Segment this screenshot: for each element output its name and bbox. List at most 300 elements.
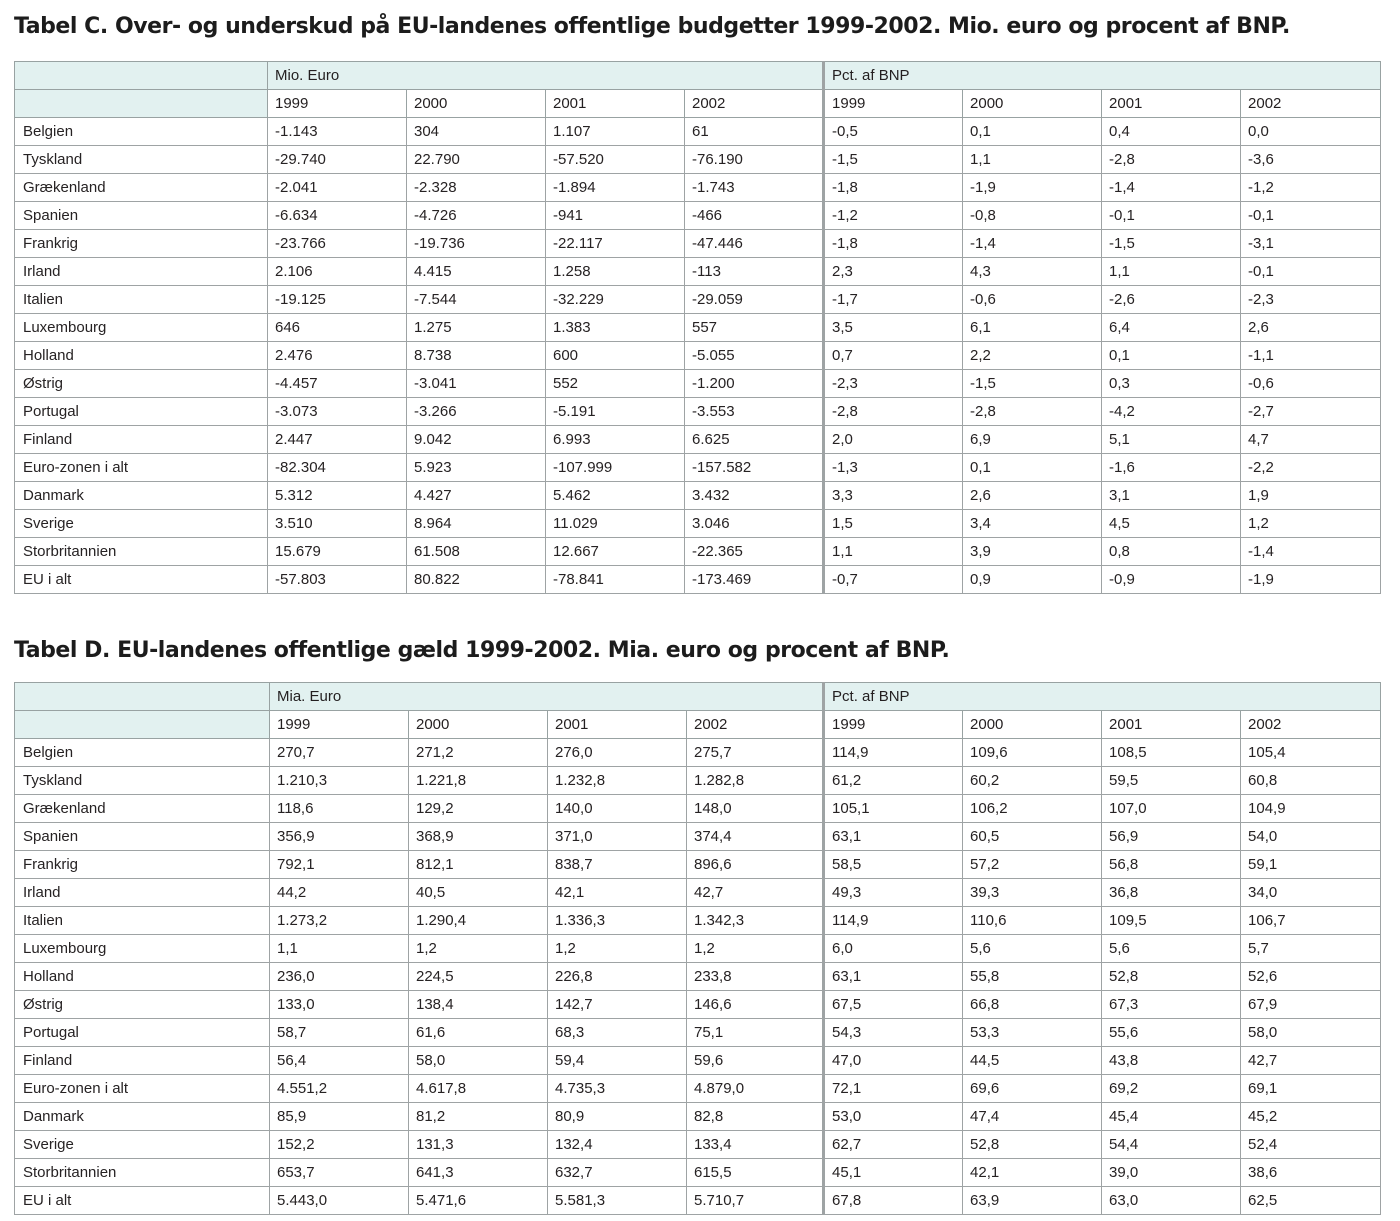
value-cell: 118,6 (270, 795, 409, 823)
country-cell: Frankrig (15, 851, 270, 879)
country-cell: Holland (15, 342, 268, 370)
pct-cell: 59,5 (1102, 767, 1241, 795)
pct-cell: 39,0 (1102, 1159, 1241, 1187)
country-cell: Italien (15, 286, 268, 314)
pct-cell: 59,1 (1241, 851, 1381, 879)
pct-cell: 45,2 (1241, 1103, 1381, 1131)
pct-cell: 104,9 (1241, 795, 1381, 823)
value-cell: 1.273,2 (270, 907, 409, 935)
value-cell: 792,1 (270, 851, 409, 879)
pct-cell: 5,6 (963, 935, 1102, 963)
table-row (15, 314, 1381, 342)
value-cell: -173.469 (685, 566, 824, 594)
value-cell: 226,8 (548, 963, 687, 991)
value-cell: -57.803 (268, 566, 407, 594)
value-cell: -1.143 (268, 118, 407, 146)
header-corner (15, 90, 268, 118)
pct-cell: 6,4 (1102, 314, 1241, 342)
value-cell: 59,4 (548, 1047, 687, 1075)
value-cell: -1.743 (685, 174, 824, 202)
pct-cell: -0,1 (1241, 202, 1381, 230)
value-cell: -2.041 (268, 174, 407, 202)
country-cell: Luxembourg (15, 314, 268, 342)
pct-cell: 44,5 (963, 1047, 1102, 1075)
value-cell: 4.735,3 (548, 1075, 687, 1103)
country-cell: Euro-zonen i alt (15, 1075, 270, 1103)
country-cell: EU i alt (15, 1187, 270, 1215)
value-cell: 1.258 (546, 258, 685, 286)
value-cell: -4.726 (407, 202, 546, 230)
pct-cell: 56,9 (1102, 823, 1241, 851)
pct-cell: 61,2 (824, 767, 963, 795)
value-cell: 132,4 (548, 1131, 687, 1159)
country-cell: Storbritannien (15, 1159, 270, 1187)
pct-cell: 6,9 (963, 426, 1102, 454)
table-row (15, 202, 1381, 230)
year-header: 1999 (824, 711, 963, 739)
table-row (15, 398, 1381, 426)
value-cell: 1.290,4 (409, 907, 548, 935)
pct-cell: 38,6 (1241, 1159, 1381, 1187)
pct-cell: 106,7 (1241, 907, 1381, 935)
value-cell: 1.282,8 (687, 767, 824, 795)
pct-cell: -1,8 (824, 230, 963, 258)
table-row (15, 510, 1381, 538)
value-cell: 142,7 (548, 991, 687, 1019)
value-cell: 270,7 (270, 739, 409, 767)
table-c-title: Tabel C. Over- og underskud på EU-landenes offentlige budgetter 1999-2002. Mio. euro og procent af BNP. (14, 14, 1290, 39)
value-cell: 600 (546, 342, 685, 370)
table-row (15, 879, 1381, 907)
value-cell: -466 (685, 202, 824, 230)
value-cell: 371,0 (548, 823, 687, 851)
country-cell: Euro-zonen i alt (15, 454, 268, 482)
value-cell: 6.993 (546, 426, 685, 454)
pct-cell: 1,1 (1102, 258, 1241, 286)
pct-cell: -1,2 (1241, 174, 1381, 202)
pct-cell: 3,1 (1102, 482, 1241, 510)
country-cell: Irland (15, 258, 268, 286)
pct-cell: 39,3 (963, 879, 1102, 907)
country-cell: Portugal (15, 398, 268, 426)
value-cell: -107.999 (546, 454, 685, 482)
country-cell: Grækenland (15, 174, 268, 202)
pct-cell: 52,4 (1241, 1131, 1381, 1159)
pct-cell: 47,4 (963, 1103, 1102, 1131)
year-header: 2002 (687, 711, 824, 739)
country-cell: Finland (15, 1047, 270, 1075)
country-cell: Luxembourg (15, 935, 270, 963)
value-cell: 5.312 (268, 482, 407, 510)
country-cell: EU i alt (15, 566, 268, 594)
country-cell: Belgien (15, 118, 268, 146)
table-row (15, 174, 1381, 202)
value-cell: -3.553 (685, 398, 824, 426)
value-cell: 5.462 (546, 482, 685, 510)
pct-cell: 67,9 (1241, 991, 1381, 1019)
value-cell: -2.328 (407, 174, 546, 202)
value-cell: -32.229 (546, 286, 685, 314)
value-cell: 44,2 (270, 879, 409, 907)
value-cell: 4.551,2 (270, 1075, 409, 1103)
country-cell: Tyskland (15, 146, 268, 174)
value-cell: 838,7 (548, 851, 687, 879)
pct-cell: 3,4 (963, 510, 1102, 538)
pct-cell: 54,0 (1241, 823, 1381, 851)
value-cell: 8.738 (407, 342, 546, 370)
value-cell: 641,3 (409, 1159, 548, 1187)
value-cell: -941 (546, 202, 685, 230)
year-header: 1999 (270, 711, 409, 739)
value-cell: 58,7 (270, 1019, 409, 1047)
pct-cell: -3,1 (1241, 230, 1381, 258)
pct-cell: 60,5 (963, 823, 1102, 851)
country-cell: Tyskland (15, 767, 270, 795)
value-cell: -78.841 (546, 566, 685, 594)
value-cell: 140,0 (548, 795, 687, 823)
year-header: 2000 (407, 90, 546, 118)
pct-cell: 67,5 (824, 991, 963, 1019)
table-d (14, 682, 1381, 1215)
value-cell: 276,0 (548, 739, 687, 767)
value-cell: 646 (268, 314, 407, 342)
table-row (15, 1047, 1381, 1075)
pct-cell: 0,0 (1241, 118, 1381, 146)
pct-cell: 63,0 (1102, 1187, 1241, 1215)
pct-cell: 109,6 (963, 739, 1102, 767)
pct-cell: 62,5 (1241, 1187, 1381, 1215)
pct-cell: -4,2 (1102, 398, 1241, 426)
value-cell: 271,2 (409, 739, 548, 767)
pct-cell: 36,8 (1102, 879, 1241, 907)
value-cell: -76.190 (685, 146, 824, 174)
value-cell: 80.822 (407, 566, 546, 594)
value-cell: 9.042 (407, 426, 546, 454)
pct-cell: 3,3 (824, 482, 963, 510)
year-header: 2000 (409, 711, 548, 739)
country-cell: Sverige (15, 1131, 270, 1159)
value-cell: 138,4 (409, 991, 548, 1019)
pct-cell: 0,1 (1102, 342, 1241, 370)
value-cell: 148,0 (687, 795, 824, 823)
pct-cell: -1,6 (1102, 454, 1241, 482)
pct-cell: 5,6 (1102, 935, 1241, 963)
value-cell: -19.125 (268, 286, 407, 314)
value-cell: 40,5 (409, 879, 548, 907)
value-cell: 1,2 (548, 935, 687, 963)
value-cell: 68,3 (548, 1019, 687, 1047)
country-cell: Grækenland (15, 795, 270, 823)
country-cell: Frankrig (15, 230, 268, 258)
pct-cell: 63,1 (824, 823, 963, 851)
table-row (15, 795, 1381, 823)
pct-cell: -2,3 (1241, 286, 1381, 314)
pct-cell: 43,8 (1102, 1047, 1241, 1075)
table-row (15, 230, 1381, 258)
pct-cell: 110,6 (963, 907, 1102, 935)
value-cell: -1.894 (546, 174, 685, 202)
pct-cell: 2,6 (1241, 314, 1381, 342)
value-cell: 133,0 (270, 991, 409, 1019)
value-cell: -57.520 (546, 146, 685, 174)
country-cell: Sverige (15, 510, 268, 538)
pct-cell: -1,9 (963, 174, 1102, 202)
value-cell: 12.667 (546, 538, 685, 566)
value-cell: 133,4 (687, 1131, 824, 1159)
pct-cell: 42,1 (963, 1159, 1102, 1187)
year-header: 2001 (548, 711, 687, 739)
value-cell: 557 (685, 314, 824, 342)
year-header: 2001 (546, 90, 685, 118)
pct-cell: 0,1 (963, 118, 1102, 146)
pct-cell: -1,1 (1241, 342, 1381, 370)
pct-cell: 60,8 (1241, 767, 1381, 795)
header-corner (15, 711, 270, 739)
pct-cell: 0,3 (1102, 370, 1241, 398)
group-header-mia-euro: Mia. Euro (270, 683, 824, 711)
pct-cell: -2,8 (824, 398, 963, 426)
value-cell: -47.446 (685, 230, 824, 258)
value-cell: 1.107 (546, 118, 685, 146)
table-row (15, 739, 1381, 767)
pct-cell: -2,3 (824, 370, 963, 398)
pct-cell: 1,1 (824, 538, 963, 566)
value-cell: 368,9 (409, 823, 548, 851)
table-row (15, 851, 1381, 879)
value-cell: 552 (546, 370, 685, 398)
pct-cell: -0,6 (963, 286, 1102, 314)
value-cell: 812,1 (409, 851, 548, 879)
table-row (15, 258, 1381, 286)
pct-cell: 1,9 (1241, 482, 1381, 510)
table-row (15, 1131, 1381, 1159)
year-header: 2002 (685, 90, 824, 118)
table-row (15, 1075, 1381, 1103)
value-cell: 42,1 (548, 879, 687, 907)
country-cell: Danmark (15, 482, 268, 510)
pct-cell: 53,3 (963, 1019, 1102, 1047)
table-row (15, 935, 1381, 963)
value-cell: 131,3 (409, 1131, 548, 1159)
value-cell: 5.443,0 (270, 1187, 409, 1215)
year-header: 2000 (963, 711, 1102, 739)
value-cell: -3.266 (407, 398, 546, 426)
table-row (15, 286, 1381, 314)
value-cell: 75,1 (687, 1019, 824, 1047)
table-row (15, 342, 1381, 370)
value-cell: 4.617,8 (409, 1075, 548, 1103)
value-cell: 11.029 (546, 510, 685, 538)
pct-cell: 108,5 (1102, 739, 1241, 767)
value-cell: 5.923 (407, 454, 546, 482)
value-cell: 2.106 (268, 258, 407, 286)
pct-cell: 55,6 (1102, 1019, 1241, 1047)
pct-cell: 47,0 (824, 1047, 963, 1075)
pct-cell: -0,9 (1102, 566, 1241, 594)
value-cell: 15.679 (268, 538, 407, 566)
pct-cell: 56,8 (1102, 851, 1241, 879)
pct-cell: -2,8 (963, 398, 1102, 426)
value-cell: 233,8 (687, 963, 824, 991)
pct-cell: 54,4 (1102, 1131, 1241, 1159)
country-cell: Storbritannien (15, 538, 268, 566)
pct-cell: 63,1 (824, 963, 963, 991)
country-cell: Irland (15, 879, 270, 907)
pct-cell: 107,0 (1102, 795, 1241, 823)
value-cell: 5.581,3 (548, 1187, 687, 1215)
table-row (15, 963, 1381, 991)
table-row (15, 538, 1381, 566)
year-header: 1999 (268, 90, 407, 118)
value-cell: 3.432 (685, 482, 824, 510)
pct-cell: 105,1 (824, 795, 963, 823)
table-row (15, 454, 1381, 482)
value-cell: 236,0 (270, 963, 409, 991)
value-cell: 8.964 (407, 510, 546, 538)
table-row (15, 482, 1381, 510)
group-header-pct-bnp: Pct. af BNP (824, 62, 1381, 90)
group-header-mio-euro: Mio. Euro (268, 62, 824, 90)
value-cell: -22.117 (546, 230, 685, 258)
pct-cell: 106,2 (963, 795, 1102, 823)
value-cell: -7.544 (407, 286, 546, 314)
pct-cell: 114,9 (824, 907, 963, 935)
pct-cell: 66,8 (963, 991, 1102, 1019)
table-row (15, 907, 1381, 935)
pct-cell: 109,5 (1102, 907, 1241, 935)
value-cell: 59,6 (687, 1047, 824, 1075)
pct-cell: 5,7 (1241, 935, 1381, 963)
pct-cell: 69,1 (1241, 1075, 1381, 1103)
pct-cell: 57,2 (963, 851, 1102, 879)
pct-cell: -0,5 (824, 118, 963, 146)
value-cell: -82.304 (268, 454, 407, 482)
header-corner (15, 62, 268, 90)
pct-cell: 52,6 (1241, 963, 1381, 991)
country-cell: Belgien (15, 739, 270, 767)
value-cell: 2.476 (268, 342, 407, 370)
pct-cell: 49,3 (824, 879, 963, 907)
pct-cell: -3,6 (1241, 146, 1381, 174)
value-cell: 61.508 (407, 538, 546, 566)
value-cell: 58,0 (409, 1047, 548, 1075)
pct-cell: 2,6 (963, 482, 1102, 510)
pct-cell: 67,8 (824, 1187, 963, 1215)
table-c (14, 61, 1381, 594)
pct-cell: -1,8 (824, 174, 963, 202)
pct-cell: -1,2 (824, 202, 963, 230)
pct-cell: 0,9 (963, 566, 1102, 594)
year-header: 2002 (1241, 711, 1381, 739)
value-cell: 146,6 (687, 991, 824, 1019)
value-cell: -6.634 (268, 202, 407, 230)
table-row (15, 1187, 1381, 1215)
value-cell: 1,2 (687, 935, 824, 963)
value-cell: -113 (685, 258, 824, 286)
pct-cell: -2,7 (1241, 398, 1381, 426)
value-cell: -3.041 (407, 370, 546, 398)
pct-cell: -1,3 (824, 454, 963, 482)
value-cell: 224,5 (409, 963, 548, 991)
value-cell: 152,2 (270, 1131, 409, 1159)
value-cell: 615,5 (687, 1159, 824, 1187)
country-cell: Portugal (15, 1019, 270, 1047)
value-cell: 5.471,6 (409, 1187, 548, 1215)
pct-cell: 0,8 (1102, 538, 1241, 566)
value-cell: 1.210,3 (270, 767, 409, 795)
pct-cell: -1,9 (1241, 566, 1381, 594)
value-cell: 653,7 (270, 1159, 409, 1187)
pct-cell: -0,1 (1102, 202, 1241, 230)
value-cell: 4.427 (407, 482, 546, 510)
value-cell: 1,1 (270, 935, 409, 963)
value-cell: 1.342,3 (687, 907, 824, 935)
pct-cell: 69,6 (963, 1075, 1102, 1103)
value-cell: 304 (407, 118, 546, 146)
pct-cell: -1,4 (963, 230, 1102, 258)
value-cell: 1.275 (407, 314, 546, 342)
value-cell: -29.059 (685, 286, 824, 314)
pct-cell: -0,8 (963, 202, 1102, 230)
pct-cell: 5,1 (1102, 426, 1241, 454)
value-cell: 22.790 (407, 146, 546, 174)
value-cell: -19.736 (407, 230, 546, 258)
pct-cell: 0,7 (824, 342, 963, 370)
value-cell: 3.046 (685, 510, 824, 538)
value-cell: 2.447 (268, 426, 407, 454)
value-cell: -3.073 (268, 398, 407, 426)
year-header: 1999 (824, 90, 963, 118)
country-cell: Danmark (15, 1103, 270, 1131)
pct-cell: -1,5 (824, 146, 963, 174)
pct-cell: 54,3 (824, 1019, 963, 1047)
value-cell: 1.232,8 (548, 767, 687, 795)
value-cell: 356,9 (270, 823, 409, 851)
value-cell: 42,7 (687, 879, 824, 907)
pct-cell: -0,1 (1241, 258, 1381, 286)
table-row (15, 426, 1381, 454)
country-cell: Spanien (15, 823, 270, 851)
pct-cell: 1,5 (824, 510, 963, 538)
pct-cell: 1,1 (963, 146, 1102, 174)
country-cell: Holland (15, 963, 270, 991)
value-cell: 85,9 (270, 1103, 409, 1131)
value-cell: 1.221,8 (409, 767, 548, 795)
pct-cell: 58,0 (1241, 1019, 1381, 1047)
table-row (15, 767, 1381, 795)
pct-cell: -2,8 (1102, 146, 1241, 174)
value-cell: -1.200 (685, 370, 824, 398)
table-d-title: Tabel D. EU-landenes offentlige gæld 1999-2002. Mia. euro og procent af BNP. (14, 638, 950, 663)
value-cell: 5.710,7 (687, 1187, 824, 1215)
table-row (15, 1159, 1381, 1187)
pct-cell: 45,1 (824, 1159, 963, 1187)
pct-cell: 63,9 (963, 1187, 1102, 1215)
country-cell: Østrig (15, 991, 270, 1019)
pct-cell: -1,4 (1241, 538, 1381, 566)
value-cell: 374,4 (687, 823, 824, 851)
value-cell: 1.336,3 (548, 907, 687, 935)
pct-cell: 4,7 (1241, 426, 1381, 454)
country-cell: Italien (15, 907, 270, 935)
year-header: 2000 (963, 90, 1102, 118)
pct-cell: 2,3 (824, 258, 963, 286)
table-row (15, 991, 1381, 1019)
value-cell: 80,9 (548, 1103, 687, 1131)
table-row (15, 1019, 1381, 1047)
value-cell: 82,8 (687, 1103, 824, 1131)
pct-cell: 114,9 (824, 739, 963, 767)
